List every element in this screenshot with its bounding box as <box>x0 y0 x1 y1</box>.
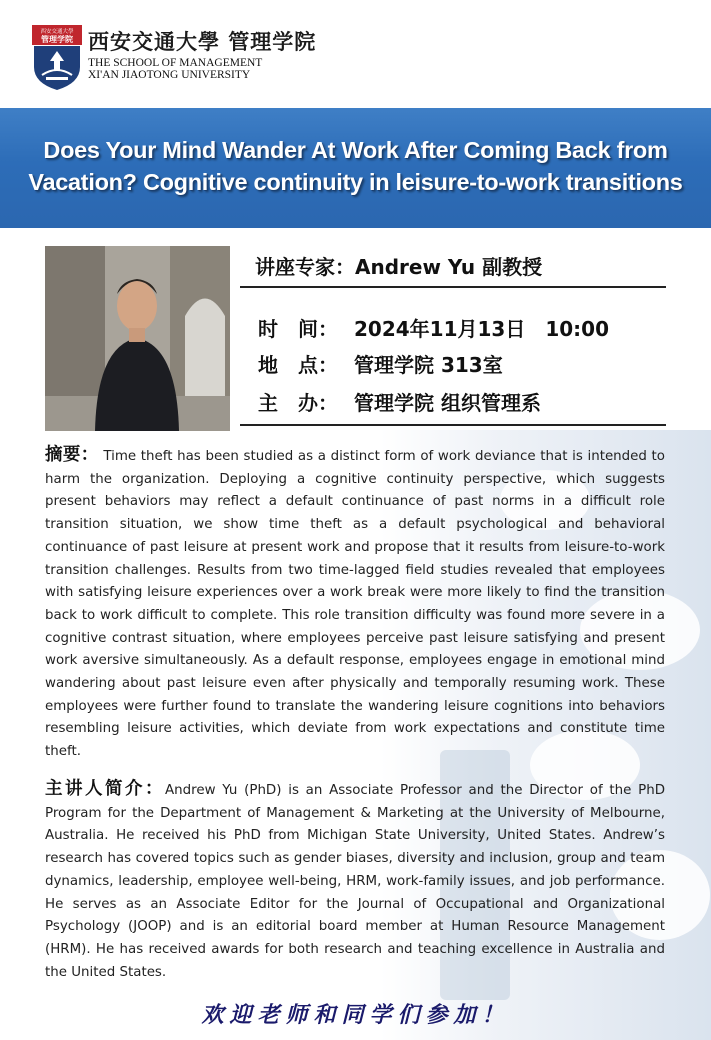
place-row <box>258 349 503 378</box>
divider <box>240 424 666 426</box>
abstract-heading: 摘要： <box>45 445 99 465</box>
host-row <box>258 387 541 416</box>
bio-heading: 主讲人简介： <box>45 779 165 799</box>
host-value: 管理学院 组织管理系 <box>354 391 541 415</box>
speaker-row <box>255 251 542 280</box>
abstract-section <box>45 444 665 764</box>
speaker-bio-section <box>45 778 665 984</box>
logo-text-top: 西安交通大學 <box>40 29 74 35</box>
bio-text: Andrew Yu (PhD) is an Associate Professor and the Director of the PhD Program for the Department of Management & Marketing at the University of Melbourne, Australia. He received his PhD from Michigan State University, United States. Andrew’s research has covered topics such as gender biases, diversity and inclusion, group and team dynamics, leadership, employee well-being, HRM, work-family issues, and job performance. He serves as an Associate Editor for the Journal of Occupational and Organizational Psychology (JOOP) and is an editorial board member at Human Resource Management (HRM). He has received awards for both research and teaching excellence in Australia and the United States. <box>45 783 666 980</box>
divider <box>240 286 666 288</box>
lecture-title-line2: Vacation? Cognitive continuity in leisure-to-work transitions <box>28 169 683 195</box>
abstract-text: Time theft has been studied as a distinct form of work deviance that is intended to harm the organization. Deploying a cognitive continuity perspective, which suggests present behaviors may reflect a default continuance of past norms in a difficult role transition situation, we show time theft as a default psychological and behavioral continuance of past leisure at present work and propose that it results from leisure-to-work transition challenges. Results from two time-lagged field studies revealed that employees with satisfying leisure experiences over a work break were more likely to find the transition back to work difficult to complete. This role transition difficulty was found more severe in a cognitive contrast situation, where employees perceive past leisure satisfying and present work aversive simultaneously. As a default response, employees engage in emotional mind wandering about past leisure even after physically and temporally resuming work. These employees were further found to translate the wandering leisure cognitions into behaviors resembling leisure activities, which deviate from work expectations and constitute time theft. <box>45 449 665 760</box>
place-label: 地 点： <box>258 353 338 377</box>
school-name-english-line2: XI'AN JIAOTONG UNIVERSITY <box>88 69 251 81</box>
university-seal-icon <box>32 25 82 91</box>
speaker-label: 讲座专家： <box>255 255 355 279</box>
time-label: 时 间： <box>258 317 338 341</box>
host-label: 主 办： <box>258 391 338 415</box>
place-value: 管理学院 313室 <box>354 353 503 377</box>
school-name-chinese: 西安交通大學 管理学院 <box>88 29 317 54</box>
welcome-message: 欢迎老师和同学们参加！ <box>201 1002 510 1028</box>
speaker-name: Andrew Yu 副教授 <box>355 255 543 279</box>
lecture-title-line1: Does Your Mind Wander At Work After Coming Back from <box>43 137 668 163</box>
speaker-photo <box>45 246 230 431</box>
logo-text-main: 管理学院 <box>41 35 73 44</box>
time-value: 2024年11月13日 10:00 <box>354 317 609 341</box>
page-header <box>0 0 711 108</box>
school-name-english-line1: THE SCHOOL OF MANAGEMENT <box>88 57 263 69</box>
title-banner <box>0 108 711 228</box>
time-row <box>258 313 609 342</box>
